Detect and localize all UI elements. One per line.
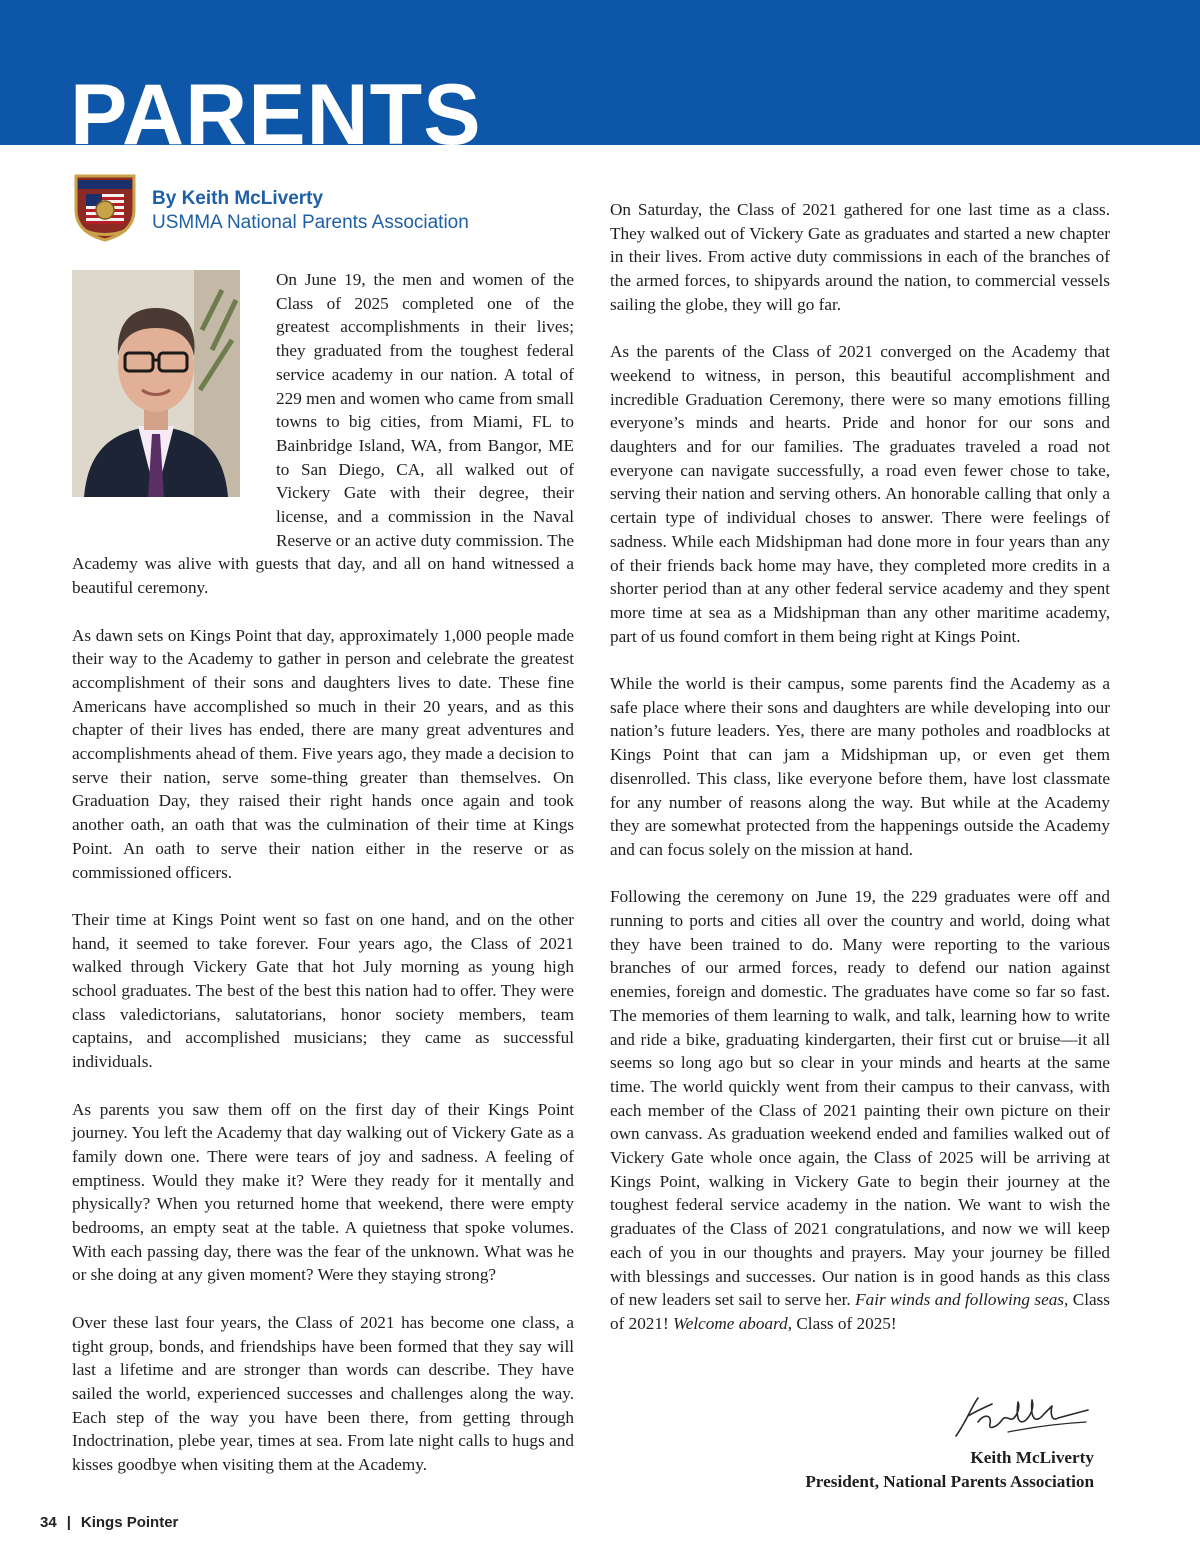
closing-text: Class of 2025! [792, 1314, 897, 1333]
body-paragraph: While the world is their campus, some parents find the Academy as a safe place where their sons and daughters are while developing into our nation’s future leaders. Yes, there are many potholes and roadblocks at Kings Point that can jam a Midshipman up, or even get them disenrolled. This class, like everyone before them, have lost classmate for any number of reasons along the way. But while at the Academy they are somewhat protected from the happenings outside the Academy and can focus solely on the mission at hand. [610, 674, 1110, 859]
body-paragraph: Over these last four years, the Class of 2021 has become one class, a tight group, bonds, and friendships have been formed that they say will last a lifetime and are stronger than words can describe. They have sailed the world, experienced successes and challenges along the way. Each step of the way you have been there, from getting through Indoctrination, plebe year, times at sea. From late night calls to hugs and kisses goodbye when visiting them at the Academy. [72, 1312, 574, 1475]
signature-title: President, National Parents Association [805, 1472, 1094, 1491]
closing-paragraph [610, 885, 1110, 1335]
handwritten-signature-icon [948, 1392, 1094, 1442]
closing-italic-phrase: Welcome aboard, [673, 1314, 793, 1333]
signature-name: Keith McLiverty [970, 1448, 1094, 1467]
byline-organization: USMMA National Parents Association [152, 212, 469, 233]
byline-author: By Keith McLiverty [152, 188, 324, 209]
body-paragraph: As the parents of the Class of 2021 converged on the Academy that weekend to witness, in person, this beautiful accomplishment and incredible Graduation Ceremony, there were so many emotions filling everyone’s minds and hearts. Pride and honor for our sons and daughters and for our families. The graduates traveled a road not everyone can navigate successfully, a road even fewer chose to take, serving their nation and serving others. An honorable calling that only a certain type of individual choses to answer. There were feelings of sadness. While each Midshipman had done more in four years than any of their friends back home may have, they completed more credits in a shorter period than at any other federal service academy and they spent more time at sea as a Midshipman than any other maritime academy, part of us found comfort in them being right at Kings Point. [610, 342, 1110, 646]
body-paragraph: As dawn sets on Kings Point that day, approximately 1,000 people made their way to the Academy to gather in person and celebrate the greatest accomplishment of their sons and daughters lives to date. These fine Americans have accomplished so much in their 20 years, and as this chapter of their lives has ended, there are many great adventures and accomplishments ahead of them. Five years ago, they made a decision to serve their nation, serve some-thing greater than themselves. On Graduation Day, they raised their right hands once again and took another oath, an oath that was the culmination of their time at Kings Point. An oath to serve their nation either in the reserve or as commissioned officers. [72, 625, 574, 882]
signature-block [805, 1392, 1094, 1494]
publication-name: Kings Pointer [80, 1514, 179, 1531]
footer-separator: | [66, 1514, 71, 1531]
right-column [610, 198, 1110, 1336]
page-title: PARENTS [70, 67, 482, 145]
body-paragraph: Their time at Kings Point went so fast on one hand, and on the other hand, it seemed to take forever. Four years ago, the Class of 2021 walked through Vickery Gate that hot July morning as young high school graduates. The best of the best this nation had to offer. They were class valedictorians, salutatorians, honor society members, team captains, and accomplished musicians; they came as successful individuals. [72, 909, 574, 1072]
association-seal-icon [70, 170, 140, 242]
body-paragraph: On June 19, the men and women of the Class of 2025 completed one of the greatest accomplishments in their lives; they graduated from the toughest federal service academy in our nation. A total of 229 men and women who came from small towns to big cities, from Miami, FL to Bainbridge Island, WA, from Bangor, ME to San Diego, CA, all walked out of Vickery Gate with their degree, their license, and a commission in the Naval Reserve or an active duty commission. The Academy was alive with guests that day, and all on hand witnessed a beautiful ceremony. [72, 270, 574, 598]
page-footer [40, 1514, 178, 1531]
left-column [72, 268, 574, 1477]
closing-italic-phrase: Fair winds and following seas, [855, 1290, 1069, 1310]
header-banner [0, 0, 1200, 145]
closing-text: Following the ceremony on June 19, the 229 graduates were off and running to ports and cities all over the country and world, doing what they have been trained to do. Many were reporting to the various branches of our armed forces, ready to defend our nation against enemies, foreign and domestic. The graduates have come so far so fast. The memories of them learning to walk, and talk, learning how to write and ride a bike, graduating kindergarten, their first cut or bruise—it all seems so long ago but so clear in your minds and hearts at the same time. The world quickly went from their campus to their canvass, with each member of the Class of 2021 painting their own picture on their own canvass. As graduation weekend ended and families walked out of Vickery Gate whole once again, the Class of 2025 will be arriving at Kings Point, walking in Vickery Gate to begin their journey at the toughest federal service academy in the nation. We want to wish the graduates of the Class of 2021 congratulations, and now we will keep each of you in our thoughts and prayers. May your journey be filled with blessings and successes. Our nation is in good hands as this class of new leaders set sail to serve her. [610, 887, 1110, 1310]
body-paragraph: On Saturday, the Class of 2021 gathered for one last time as a class. They walked out of Vickery Gate as graduates and started a new chapter in their lives. From active duty commissions in each of the branches of the armed forces, to shipyards around the nation, to commercial vessels sailing the globe, they will go far. [610, 200, 1110, 314]
closing-text: Class of 2021! [610, 1290, 1110, 1333]
body-paragraph: As parents you saw them off on the first day of their Kings Point journey. You left the Academy that day walking out of Vickery Gate as a family down one. There were tears of joy and sadness. A feeling of emptiness. Would they make it? Were they ready for it mentally and physically? When you returned home that weekend, there were empty bedrooms, an empty seat at the table. A quietness that spoke volumes. With each passing day, there was the fear of the unknown. What was he or she doing at any given moment? Were they staying strong? [72, 1099, 574, 1285]
page-number: 34 [40, 1514, 57, 1531]
